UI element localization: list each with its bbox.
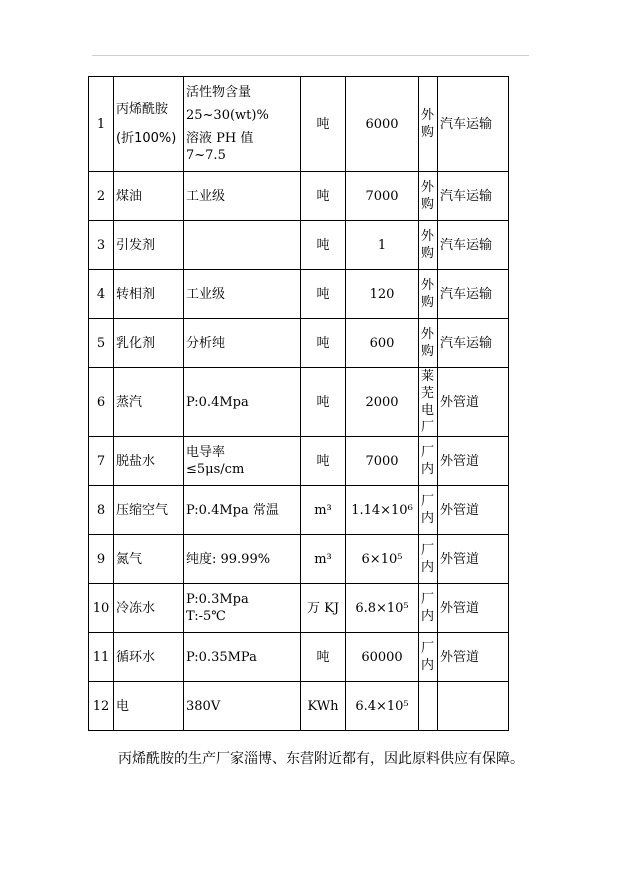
row-index: 1 <box>89 77 114 172</box>
row-index: 12 <box>89 682 114 731</box>
material-name-line: 煤油 <box>116 188 143 204</box>
unit: 万 KJ <box>301 584 346 633</box>
annual-quantity: 60000 <box>346 633 419 682</box>
unit: 吨 <box>301 172 346 221</box>
source: 厂内 <box>419 584 438 633</box>
source: 外购 <box>419 319 438 368</box>
specification <box>184 437 301 486</box>
row-index: 6 <box>89 368 114 437</box>
specification-line: 电导率 <box>186 445 226 460</box>
source: 厂内 <box>419 486 438 535</box>
row-index: 10 <box>89 584 114 633</box>
specification-line: P:0.4Mpa 常温 <box>186 502 279 518</box>
row-index: 11 <box>89 633 114 682</box>
supply-paragraph: 丙烯酰胺的生产厂家淄博、东营附近都有，因此原料供应有保障。 <box>118 751 524 767</box>
material-name <box>114 319 184 368</box>
annual-quantity: 600 <box>346 319 419 368</box>
table-row <box>89 584 509 633</box>
table-row <box>89 77 509 172</box>
material-name <box>114 486 184 535</box>
row-index: 9 <box>89 535 114 584</box>
specification-line: P:0.3Mpa <box>186 592 249 607</box>
transport-mode: 外管道 <box>438 486 509 535</box>
row-index: 7 <box>89 437 114 486</box>
material-name-line: 蒸汽 <box>116 394 143 410</box>
annual-quantity: 6.4×10⁵ <box>346 682 419 731</box>
transport-mode: 汽车运输 <box>438 221 509 270</box>
table-row <box>89 368 509 437</box>
material-name-line: 电 <box>116 698 130 714</box>
table-row <box>89 221 509 270</box>
unit: 吨 <box>301 319 346 368</box>
annual-quantity: 7000 <box>346 437 419 486</box>
specification <box>184 77 301 172</box>
transport-mode: 外管道 <box>438 633 509 682</box>
material-name-line: 乳化剂 <box>116 335 156 351</box>
specification-line: 工业级 <box>186 286 226 302</box>
raw-materials-table <box>88 76 509 731</box>
unit: 吨 <box>301 77 346 172</box>
annual-quantity: 1 <box>346 221 419 270</box>
specification-line: P:0.4Mpa <box>186 394 249 410</box>
specification <box>184 221 301 270</box>
unit: m³ <box>301 486 346 535</box>
source: 外购 <box>419 270 438 319</box>
source <box>419 682 438 731</box>
specification <box>184 584 301 633</box>
table-row <box>89 437 509 486</box>
specification-line: 25~30(wt)% <box>186 108 269 123</box>
table-row <box>89 633 509 682</box>
specification-line: ≤5μs/cm <box>186 462 245 477</box>
unit: m³ <box>301 535 346 584</box>
transport-mode: 外管道 <box>438 584 509 633</box>
specification-line: 纯度: 99.99% <box>186 551 271 567</box>
specification <box>184 368 301 437</box>
specification <box>184 486 301 535</box>
specification-line: P:0.35MPa <box>186 649 257 665</box>
material-name <box>114 77 184 172</box>
specification <box>184 633 301 682</box>
specification <box>184 682 301 731</box>
material-name-line: 脱盐水 <box>116 453 156 469</box>
specification-line: T:-5℃ <box>186 609 226 624</box>
page-header-rule <box>92 55 529 56</box>
material-name-line: 转相剂 <box>116 286 156 302</box>
material-name-line: 冷冻水 <box>116 600 156 616</box>
annual-quantity: 120 <box>346 270 419 319</box>
source: 外购 <box>419 221 438 270</box>
annual-quantity: 1.14×10⁶ <box>346 486 419 535</box>
source: 厂内 <box>419 535 438 584</box>
specification-line: 溶液 PH 值 <box>186 131 254 146</box>
material-name <box>114 221 184 270</box>
annual-quantity: 6×10⁵ <box>346 535 419 584</box>
material-name-line: 氮气 <box>116 551 143 567</box>
material-name <box>114 172 184 221</box>
specification <box>184 535 301 584</box>
source: 厂内 <box>419 437 438 486</box>
row-index: 8 <box>89 486 114 535</box>
transport-mode: 汽车运输 <box>438 319 509 368</box>
annual-quantity: 2000 <box>346 368 419 437</box>
unit: 吨 <box>301 221 346 270</box>
material-name <box>114 682 184 731</box>
table-row <box>89 172 509 221</box>
unit: 吨 <box>301 633 346 682</box>
transport-mode <box>438 682 509 731</box>
unit: 吨 <box>301 270 346 319</box>
material-name-line: 压缩空气 <box>116 502 169 518</box>
material-name-line: 循环水 <box>116 649 156 665</box>
material-name <box>114 437 184 486</box>
row-index: 4 <box>89 270 114 319</box>
specification-line: 380V <box>186 698 221 714</box>
material-name-line: 丙烯酰胺 <box>116 102 169 117</box>
specification-line: 分析纯 <box>186 335 226 351</box>
unit: 吨 <box>301 437 346 486</box>
table-row <box>89 319 509 368</box>
annual-quantity: 6.8×10⁵ <box>346 584 419 633</box>
material-name-line: (折100%) <box>116 131 177 146</box>
specification <box>184 172 301 221</box>
material-name <box>114 633 184 682</box>
source: 厂内 <box>419 633 438 682</box>
table-row <box>89 535 509 584</box>
annual-quantity: 7000 <box>346 172 419 221</box>
unit: 吨 <box>301 368 346 437</box>
material-name <box>114 368 184 437</box>
specification-line: 7~7.5 <box>186 148 226 163</box>
table-row <box>89 270 509 319</box>
source: 外购 <box>419 77 438 172</box>
transport-mode: 外管道 <box>438 535 509 584</box>
specification-line: 活性物含量 <box>186 85 252 100</box>
material-name <box>114 270 184 319</box>
row-index: 3 <box>89 221 114 270</box>
specification-line: 工业级 <box>186 188 226 204</box>
annual-quantity: 6000 <box>346 77 419 172</box>
transport-mode: 汽车运输 <box>438 172 509 221</box>
transport-mode: 外管道 <box>438 368 509 437</box>
transport-mode: 汽车运输 <box>438 77 509 172</box>
specification <box>184 270 301 319</box>
table-row <box>89 486 509 535</box>
material-name <box>114 584 184 633</box>
transport-mode: 汽车运输 <box>438 270 509 319</box>
unit: KWh <box>301 682 346 731</box>
table-row <box>89 682 509 731</box>
transport-mode: 外管道 <box>438 437 509 486</box>
source: 莱芜电厂 <box>419 368 438 437</box>
source: 外购 <box>419 172 438 221</box>
row-index: 5 <box>89 319 114 368</box>
material-name <box>114 535 184 584</box>
row-index: 2 <box>89 172 114 221</box>
specification <box>184 319 301 368</box>
material-name-line: 引发剂 <box>116 237 156 253</box>
